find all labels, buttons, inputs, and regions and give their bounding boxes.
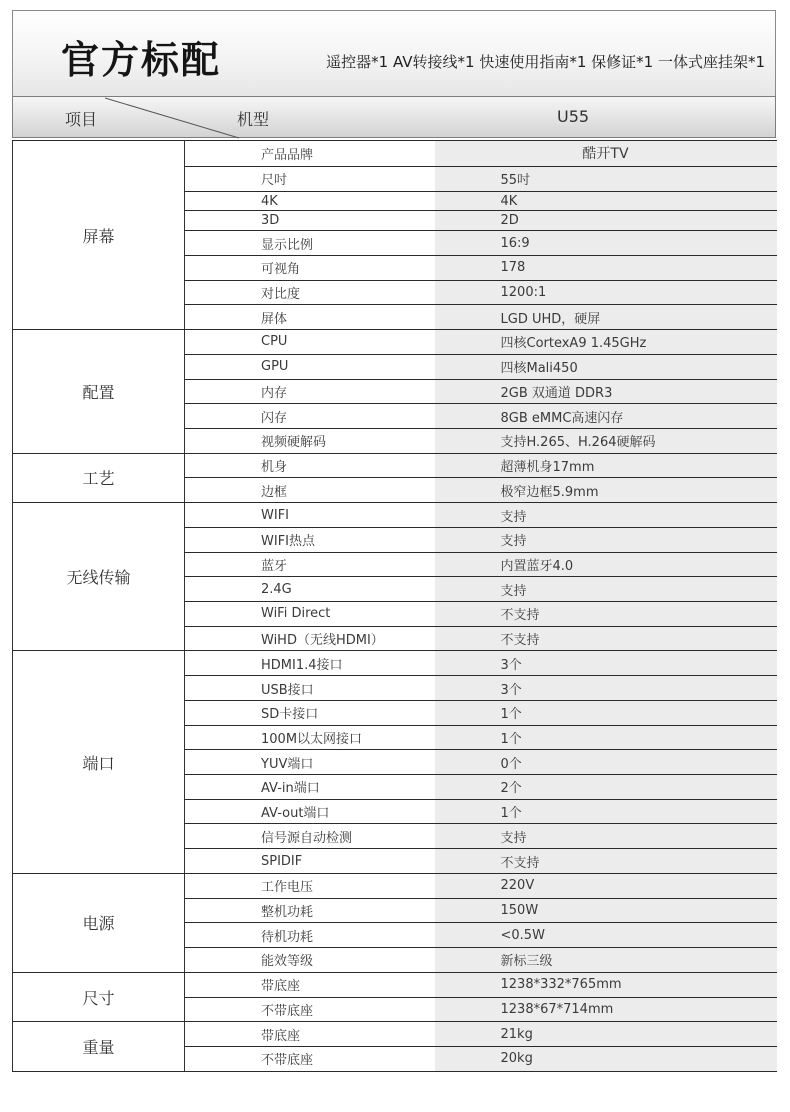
spec-value: 极窄边框5.9mm [435, 478, 777, 503]
spec-label: 信号源自动检测 [185, 824, 435, 849]
spec-value: 20kg [435, 1046, 777, 1071]
spec-label: 闪存 [185, 404, 435, 429]
table-row [13, 972, 777, 997]
spec-value: <0.5W [435, 923, 777, 948]
spec-label: 整机功耗 [185, 898, 435, 923]
spec-label: WiHD（无线HDMI） [185, 626, 435, 651]
spec-value: 1个 [435, 799, 777, 824]
spec-label: 100M以太网接口 [185, 725, 435, 750]
spec-label: HDMI1.4接口 [185, 651, 435, 676]
spec-label: 工作电压 [185, 873, 435, 898]
spec-value: 1238*332*765mm [435, 972, 777, 997]
spec-label: WiFi Direct [185, 602, 435, 627]
section-category: 配置 [13, 330, 185, 454]
spec-value: 1200:1 [435, 280, 777, 305]
spec-label: WIFI [185, 503, 435, 528]
spec-label: AV-out端口 [185, 799, 435, 824]
spec-label: 对比度 [185, 280, 435, 305]
spec-value: 四核CortexA9 1.45GHz [435, 330, 777, 355]
table-row [13, 873, 777, 898]
table-row [13, 503, 777, 528]
table-header [12, 96, 776, 138]
spec-label: USB接口 [185, 676, 435, 701]
spec-value: 支持 [435, 527, 777, 552]
spec-value: 不支持 [435, 602, 777, 627]
spec-label: 尺吋 [185, 166, 435, 191]
spec-label: 边框 [185, 478, 435, 503]
spec-value: 16:9 [435, 231, 777, 256]
spec-label: 蓝牙 [185, 552, 435, 577]
spec-value: 支持 [435, 577, 777, 602]
section-category: 无线传输 [13, 503, 185, 651]
accessories-banner [12, 10, 776, 96]
banner-title: 官方标配 [61, 38, 222, 82]
spec-label: 可视角 [185, 255, 435, 280]
accessories-list: 遥控器*1 AV转接线*1 快速使用指南*1 保修证*1 一体式座挂架*1 [326, 53, 765, 71]
spec-label: 内存 [185, 379, 435, 404]
spec-value: 新标三级 [435, 948, 777, 973]
spec-label: 不带底座 [185, 997, 435, 1022]
header-diagonal-divider [13, 97, 243, 139]
spec-value: 不支持 [435, 626, 777, 651]
spec-label: 4K [185, 191, 435, 211]
spec-value: 178 [435, 255, 777, 280]
spec-label: SPIDIF [185, 849, 435, 874]
spec-value: 55吋 [435, 166, 777, 191]
spec-value: 2GB 双通道 DDR3 [435, 379, 777, 404]
spec-label: AV-in端口 [185, 775, 435, 800]
spec-value: 8GB eMMC高速闪存 [435, 404, 777, 429]
spec-value: 0个 [435, 750, 777, 775]
section-category: 工艺 [13, 453, 185, 502]
spec-value: 4K [435, 191, 777, 211]
spec-value: 150W [435, 898, 777, 923]
section-category: 电源 [13, 873, 185, 972]
spec-label: 产品品牌 [185, 141, 435, 167]
header-model-value: U55 [557, 107, 590, 126]
table-row [13, 141, 777, 167]
spec-label: 视频硬解码 [185, 428, 435, 453]
spec-label: 3D [185, 211, 435, 231]
spec-label: GPU [185, 354, 435, 379]
spec-label: 屏体 [185, 305, 435, 330]
table-row [13, 1022, 777, 1047]
spec-label: 不带底座 [185, 1046, 435, 1071]
section-category: 端口 [13, 651, 185, 873]
spec-value: 超薄机身17mm [435, 453, 777, 478]
spec-table-body [13, 141, 777, 1072]
table-row [13, 651, 777, 676]
spec-value: 2D [435, 211, 777, 231]
spec-value: 支持H.265、H.264硬解码 [435, 428, 777, 453]
spec-label: 2.4G [185, 577, 435, 602]
header-model-label: 机型 [237, 110, 270, 129]
table-row [13, 330, 777, 355]
spec-label: 机身 [185, 453, 435, 478]
spec-value: 1个 [435, 725, 777, 750]
spec-value: 1238*67*714mm [435, 997, 777, 1022]
spec-label: CPU [185, 330, 435, 355]
table-row [13, 453, 777, 478]
header-item-label: 项目 [65, 110, 98, 129]
spec-table [12, 140, 777, 1072]
spec-value: LGD UHD，硬屏 [435, 305, 777, 330]
spec-label: 能效等级 [185, 948, 435, 973]
spec-value: 21kg [435, 1022, 777, 1047]
section-category: 屏幕 [13, 141, 185, 330]
spec-value: 3个 [435, 676, 777, 701]
spec-value: 酷开TV [435, 141, 777, 167]
spec-label: 显示比例 [185, 231, 435, 256]
spec-value: 四核Mali450 [435, 354, 777, 379]
spec-label: 带底座 [185, 972, 435, 997]
spec-label: WIFI热点 [185, 527, 435, 552]
spec-value: 内置蓝牙4.0 [435, 552, 777, 577]
section-category: 重量 [13, 1022, 185, 1072]
spec-value: 支持 [435, 503, 777, 528]
spec-value: 220V [435, 873, 777, 898]
spec-label: YUV端口 [185, 750, 435, 775]
spec-value: 2个 [435, 775, 777, 800]
spec-value: 3个 [435, 651, 777, 676]
spec-label: SD卡接口 [185, 700, 435, 725]
spec-label: 带底座 [185, 1022, 435, 1047]
spec-label: 待机功耗 [185, 923, 435, 948]
spec-value: 支持 [435, 824, 777, 849]
spec-value: 不支持 [435, 849, 777, 874]
section-category: 尺寸 [13, 972, 185, 1021]
spec-value: 1个 [435, 700, 777, 725]
